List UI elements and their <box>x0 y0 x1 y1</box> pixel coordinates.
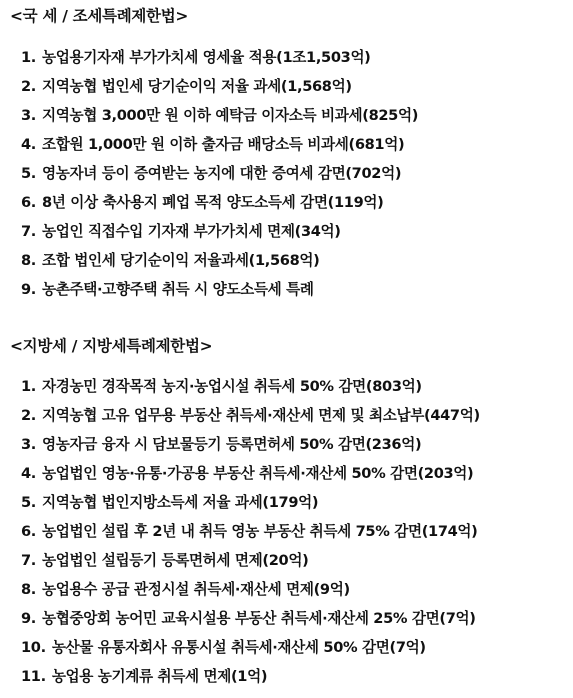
list-item <box>21 163 401 185</box>
list-item <box>21 192 383 214</box>
list-item <box>21 221 341 243</box>
item-number: 5. <box>21 165 36 182</box>
list-item <box>21 492 318 514</box>
list-item <box>21 637 426 659</box>
list-item <box>21 376 422 398</box>
list-item <box>21 521 478 543</box>
item-number: 7. <box>21 223 36 240</box>
list-item <box>21 279 314 301</box>
item-text: 영농자금 융자 시 담보물등기 등록면허세 50% 감면(236억) <box>42 436 422 453</box>
item-number: 4. <box>21 136 36 153</box>
item-text: 농협중앙회 농어민 교육시설용 부동산 취득세·재산세 25% 감면(7억) <box>42 610 476 627</box>
item-number: 7. <box>21 552 36 569</box>
item-text: 자경농민 경작목적 농지·농업시설 취득세 50% 감면(803억) <box>42 378 422 395</box>
item-number: 5. <box>21 494 36 511</box>
item-text: 농업법인 설립 후 2년 내 취득 영농 부동산 취득세 75% 감면(174억) <box>42 523 478 540</box>
item-number: 8. <box>21 581 36 598</box>
list-item <box>21 434 421 456</box>
national-tax-heading: <국 세 / 조세특례제한법> <box>10 7 189 25</box>
item-number: 10. <box>21 639 46 656</box>
list-item <box>21 666 267 688</box>
list-item <box>21 250 319 272</box>
list-item <box>21 463 473 485</box>
item-number: 8. <box>21 252 36 269</box>
item-text: 농업용기자재 부가가치세 영세율 적용(1조1,503억) <box>42 49 371 66</box>
list-item <box>21 47 371 69</box>
item-text: 농업인 직접수입 기자재 부가가치세 면제(34억) <box>42 223 341 240</box>
item-number: 6. <box>21 194 36 211</box>
item-number: 9. <box>21 610 36 627</box>
item-number: 1. <box>21 378 36 395</box>
list-item <box>21 134 404 156</box>
item-number: 3. <box>21 107 36 124</box>
list-item <box>21 405 480 427</box>
item-text: 지역농협 법인세 당기순이익 저율 과세(1,568억) <box>42 78 352 95</box>
item-text: 지역농협 고유 업무용 부동산 취득세·재산세 면제 및 최소납부(447억) <box>42 407 480 424</box>
item-number: 9. <box>21 281 36 298</box>
item-text: 농업법인 설립등기 등록면허세 면제(20억) <box>42 552 309 569</box>
item-text: 8년 이상 축사용지 폐업 목적 양도소득세 감면(119억) <box>42 194 384 211</box>
item-text: 농업법인 영농·유통·가공용 부동산 취득세·재산세 50% 감면(203억) <box>42 465 474 482</box>
item-text: 조합원 1,000만 원 이하 출자금 배당소득 비과세(681억) <box>42 136 405 153</box>
item-text: 조합 법인세 당기순이익 저율과세(1,568억) <box>42 252 320 269</box>
item-number: 1. <box>21 49 36 66</box>
item-text: 지역농협 법인지방소득세 저율 과세(179억) <box>42 494 319 511</box>
list-item <box>21 105 418 127</box>
item-text: 지역농협 3,000만 원 이하 예탁금 이자소득 비과세(825억) <box>42 107 419 124</box>
list-item <box>21 550 308 572</box>
list-item <box>21 76 352 98</box>
list-item <box>21 608 476 630</box>
item-number: 3. <box>21 436 36 453</box>
item-text: 농업용 농기계류 취득세 면제(1억) <box>51 668 268 685</box>
item-number: 2. <box>21 78 36 95</box>
local-tax-heading: <지방세 / 지방세특례제한법> <box>10 337 213 355</box>
item-text: 농업용수 공급 관정시설 취득세·재산세 면제(9억) <box>42 581 350 598</box>
list-item <box>21 579 350 601</box>
item-number: 2. <box>21 407 36 424</box>
item-number: 11. <box>21 668 46 685</box>
item-number: 6. <box>21 523 36 540</box>
item-text: 농촌주택·고향주택 취득 시 양도소득세 특례 <box>42 281 314 298</box>
item-number: 4. <box>21 465 36 482</box>
item-text: 농산물 유통자회사 유통시설 취득세·재산세 50% 감면(7억) <box>51 639 426 656</box>
item-text: 영농자녀 등이 증여받는 농지에 대한 증여세 감면(702억) <box>42 165 402 182</box>
